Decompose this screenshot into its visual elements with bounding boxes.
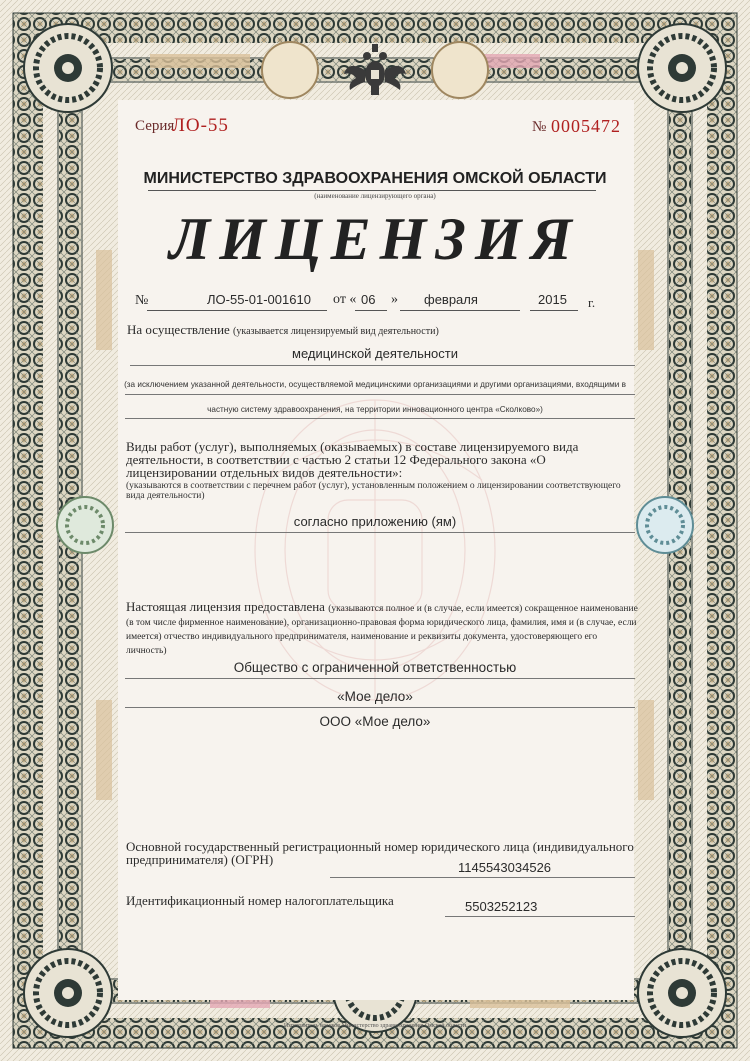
document-title: ЛИЦЕНЗИЯ [169, 206, 581, 272]
year-suffix: г. [588, 295, 596, 310]
divider [125, 678, 635, 679]
coat-of-arms-emblem [340, 42, 410, 97]
issuing-authority: МИНИСТЕРСТВО ЗДРАВООХРАНЕНИЯ ОМСКОЙ ОБЛАСТИ [143, 170, 607, 187]
divider [147, 310, 327, 311]
inn-value: 5503252123 [465, 899, 538, 914]
divider [125, 532, 635, 533]
license-year: 2015 [538, 292, 567, 307]
divider [130, 365, 635, 366]
works-hint: (указываются в соответствии с перечнем работ (услуг), установленным положением о лицензировании соответствующего вида деятельности) [126, 481, 621, 501]
series-label: Серия [135, 118, 175, 134]
divider [445, 916, 635, 917]
exclusion-line-2: частную систему здравоохранения, на территории инновационного центра «Сколково») [207, 405, 543, 414]
license-number: ЛО-55-01-001610 [207, 292, 311, 307]
form-number-value: 0005472 [551, 116, 621, 136]
license-day: 06 [361, 292, 376, 307]
divider [125, 707, 635, 708]
series-value: ЛО-55 [172, 115, 229, 136]
ogrn-label: Основной государственный регистрационный номер юридического лица (индивидуального предпринимателя) (ОГРН) [126, 839, 634, 867]
date-close-quote: » [391, 292, 398, 307]
footer-note: Изготовитель бланков Министерство здравоохранения Омской области [283, 1023, 467, 1029]
issuing-authority-note: (наименование лицензирующего органа) [314, 192, 436, 200]
organization-name-quoted: «Мое дело» [337, 689, 413, 704]
ogrn-value: 1145543034526 [458, 860, 552, 875]
organization-short-name: ООО «Мое дело» [319, 714, 431, 729]
implementation-hint: (указывается лицензируемый вид деятельности) [233, 326, 439, 337]
exclusion-line-1: (за исключением указанной деятельности, осуществляемой медицинскими организациями и другими организациями, входящими в [124, 380, 626, 389]
form-number-sign: № [532, 119, 547, 135]
divider [400, 310, 520, 311]
license-number-sign: № [135, 293, 149, 308]
corner-rosette-tl [24, 24, 112, 112]
date-prefix: от « [333, 292, 357, 307]
implementation-label-text: На осуществление [127, 322, 230, 337]
license-month: февраля [424, 292, 478, 307]
divider [125, 394, 635, 395]
appendix-reference: согласно приложению (ям) [293, 514, 457, 529]
granted-block [126, 601, 638, 657]
divider [530, 310, 578, 311]
activity-type: медицинской деятельности [292, 346, 458, 361]
divider [125, 418, 635, 419]
works-label: Виды работ (услуг), выполняемых (оказываемых) в составе лицензируемого вида деятельности, в соответствии с частью 2 статьи 12 Федерального закона «О лицензировании отдельных видов деятельности»: [126, 439, 579, 480]
implementation-label [127, 322, 439, 338]
divider [148, 190, 596, 191]
divider [330, 877, 635, 878]
organization-full-name: Общество с ограниченной ответственностью [233, 660, 517, 675]
divider [355, 310, 387, 311]
granted-label: Настоящая лицензия предоставлена [126, 599, 325, 614]
inn-label: Идентификационный номер налогоплательщика [126, 893, 394, 908]
granted-hint: (указываются полное и (в случае, если имеется) сокращенное наименование (в том числе фирменное наименование), организационно-правовая форма юридического лица, фамилия, имя и (в случае, если имеется) отчество индивидуального предпринимателя, наименование и реквизиты документа, удостоверяющего его личность) [126, 604, 638, 656]
